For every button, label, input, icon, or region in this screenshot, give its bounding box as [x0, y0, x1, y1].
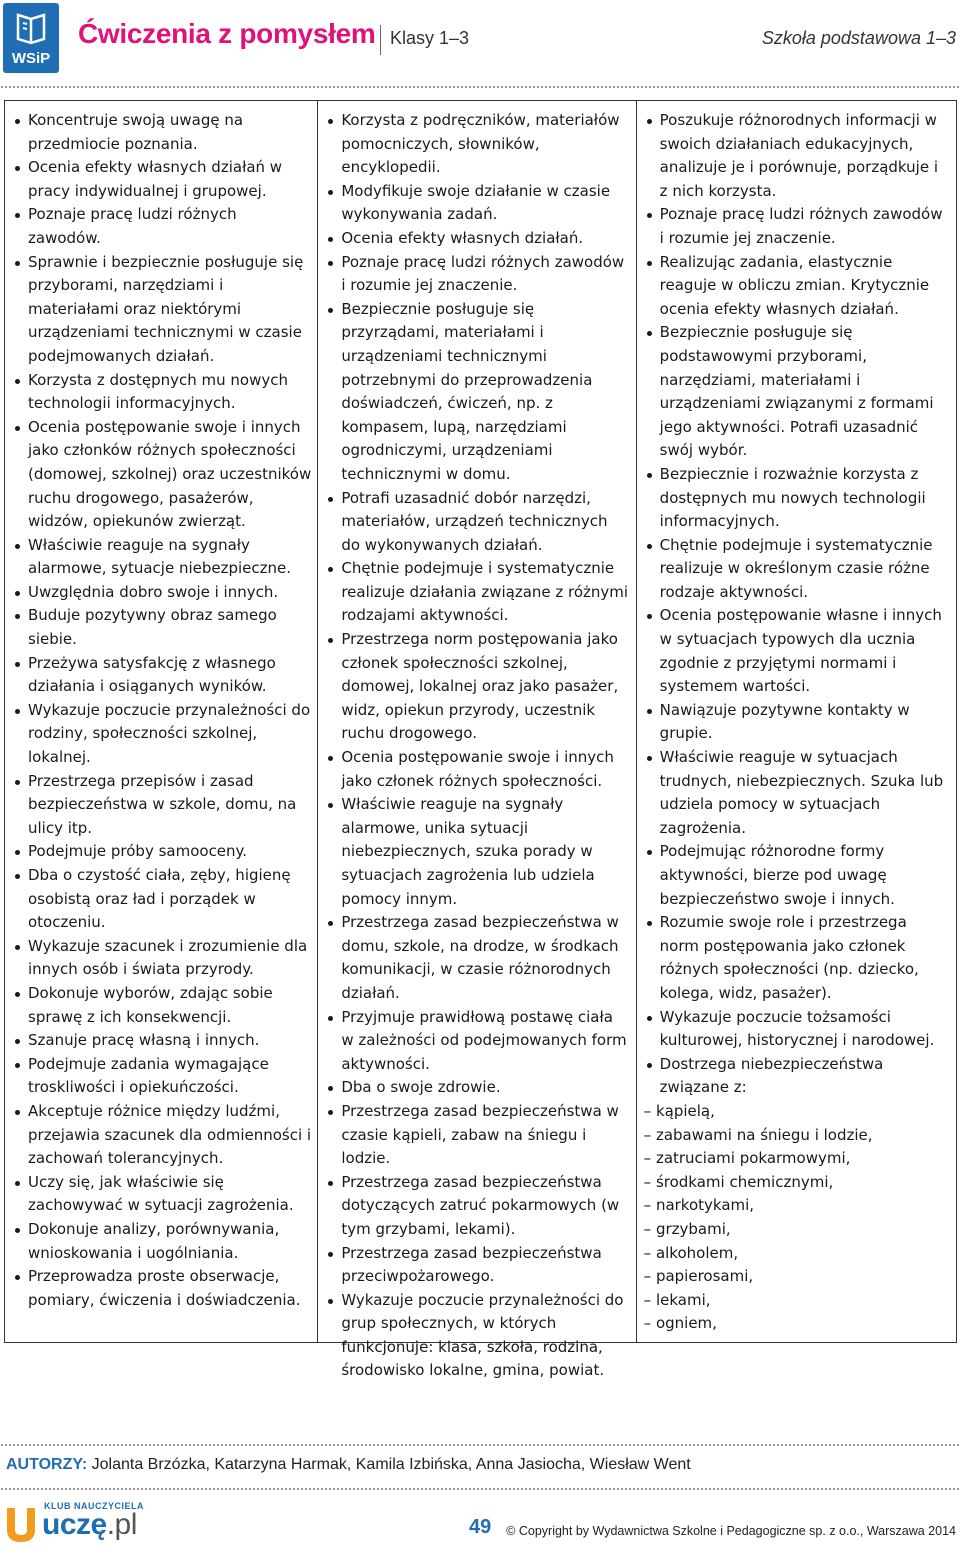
list-item: – lekami, [643, 1290, 711, 1309]
list-item: Dokonuje wyborów, zdając sobie sprawę z ich konsekwencji. [12, 982, 311, 1029]
list-item: Korzysta z podręczników, materiałów pomocniczych, słowników, encyklopedii. [325, 109, 629, 180]
list-item: Przestrzega przepisów i zasad bezpieczeństwa w szkole, domu, na ulicy itp. [12, 770, 311, 841]
list-item: Przestrzega norm postępowania jako członek społeczności szkolnej, domowej, lokalnej oraz jako pasażer, widz, opiekun przyrody, uczestnik ruchu drogowego. [325, 628, 629, 746]
list-item: Przyjmuje prawidłową postawę ciała w zależności od podejmowanych form aktywności. [325, 1006, 629, 1077]
list-item: Wykazuje poczucie tożsamości kulturowej, historycznej i narodowej. [644, 1006, 950, 1053]
column-1 [5, 101, 317, 1342]
list-item: – zabawami na śniegu i lodzie, [643, 1125, 873, 1144]
list-item: Przestrzega zasad bezpieczeństwa w domu, szkole, na drodze, w środkach komunikacji, w czasie różnorodnych działań. [325, 911, 629, 1005]
list-item: Uwzględnia dobro swoje i innych. [12, 581, 311, 605]
list-item: Właściwie reaguje w sytuacjach trudnych, niebezpiecznych. Szuka lub udziela pomocy w sytuacjach zagrożenia. [644, 746, 950, 840]
list-item: Bezpiecznie posługuje się przyrządami, materiałami i urządzeniami technicznymi potrzebnymi do przeprowadzenia doświadczeń, ćwiczeń, np. z kompasem, lupą, narzędziami ogrodniczymi, urządzeniami technicznymi w domu. [325, 298, 629, 487]
list-item: Podejmuje zadania wymagające troskliwości i opiekuńczości. [12, 1053, 311, 1100]
logo-text: WSiP [11, 50, 51, 67]
list-item: Ocenia postępowanie własne i innych w sytuacjach typowych dla ucznia zgodnie z przyjętymi normami i systemem wartości. [644, 604, 950, 698]
skills-table [4, 100, 957, 1380]
skills-list [325, 109, 629, 1383]
header-dotted-divider [0, 85, 960, 89]
list-item: Poznaje pracę ludzi różnych zawodów. [12, 203, 311, 250]
list-item: – grzybami, [643, 1219, 731, 1238]
skills-list [12, 109, 311, 1312]
list-item: – papierosami, [643, 1267, 754, 1286]
authors-names: Jolanta Brzózka, Katarzyna Harmak, Kamila Izbińska, Anna Jasiocha, Wiesław Went [91, 1456, 691, 1473]
list-item: – zatruciami pokarmowymi, [643, 1149, 851, 1168]
list-item: Nawiązuje pozytywne kontakty w grupie. [644, 699, 950, 746]
list-item: – alkoholem, [643, 1243, 739, 1262]
list-item: – ogniem, [643, 1314, 717, 1333]
list-item: Przestrzega zasad bezpieczeństwa w czasie kąpieli, zabaw na śniegu i lodzie. [325, 1100, 629, 1171]
list-item: Wykazuje poczucie przynależności do grup społecznych, w których funkcjonuje: klasa, szkoła, rodzina, środowisko lokalne, gmina, powiat. [325, 1289, 629, 1383]
list-item: Poznaje pracę ludzi różnych zawodów i rozumie jej znaczenie. [325, 251, 629, 298]
list-item: Przeprowadza proste obserwacje, pomiary, ćwiczenia i doświadczenia. [12, 1265, 311, 1312]
list-item: Podejmuje próby samooceny. [12, 840, 311, 864]
list-item: Ocenia postępowanie swoje i innych jako członków różnych społeczności (domowej, szkolnej) oraz uczestników ruchu drogowego, pasażerów, widzów, opiekunów zwierząt. [12, 416, 311, 534]
brand-main: uczę [42, 1508, 107, 1541]
list-item: Potrafi uzasadnić dobór narzędzi, materiałów, urządzeń technicznych do wykonywanych działań. [325, 487, 629, 558]
skills-list [644, 109, 950, 1336]
list-item: Przeżywa satysfakcję z własnego działania i osiąganych wyników. [12, 652, 311, 699]
list-item: Ocenia efekty własnych działań w pracy indywidualnej i grupowej. [12, 156, 311, 203]
footer-dotted-divider-2 [0, 1487, 960, 1491]
list-item: Szanuje pracę własną i innych. [12, 1029, 311, 1053]
brand-suffix: .pl [106, 1508, 137, 1541]
list-item: – kąpielą, [643, 1101, 715, 1120]
grade-subtitle: Klasy 1–3 [390, 28, 470, 48]
list-item: Buduje pozytywny obraz samego siebie. [12, 604, 311, 651]
list-item: Chętnie podejmuje i systematycznie realizuje w określonym czasie różne rodzaje aktywności. [644, 534, 950, 605]
brand-name [42, 1508, 137, 1542]
list-item: Właściwie reaguje na sygnały alarmowe, unika sytuacji niebezpiecznych, szuka porady w sytuacjach zagrożenia lub udziela pomocy innym. [325, 793, 629, 911]
list-item: Chętnie podejmuje i systematycznie realizuje działania związane z różnymi rodzajami aktywności. [325, 557, 629, 628]
klub-label: KLUB NAUCZYCIELA [44, 1501, 144, 1511]
u-logo-icon [4, 1504, 38, 1544]
title-divider [380, 25, 381, 55]
page-header [0, 0, 960, 82]
list-item: Przestrzega zasad bezpieczeństwa przeciwpożarowego. [325, 1242, 629, 1289]
list-item: Bezpiecznie i rozważnie korzysta z dostępnych mu nowych technologii informacyjnych. [644, 463, 950, 534]
list-item: Przestrzega zasad bezpieczeństwa dotyczących zatruć pokarmowych (w tym grzybami, lekami). [325, 1171, 629, 1242]
footer-dotted-divider [0, 1443, 960, 1447]
authors-line [6, 1456, 691, 1474]
list-item: Modyfikuje swoje działanie w czasie wykonywania zadań. [325, 180, 629, 227]
school-level: Szkoła podstawowa 1–3 [761, 28, 956, 48]
list-item: Właściwie reaguje na sygnały alarmowe, sytuacje niebezpieczne. [12, 534, 311, 581]
list-item: Korzysta z dostępnych mu nowych technologii informacyjnych. [12, 369, 311, 416]
list-item: Koncentruje swoją uwagę na przedmiocie poznania. [12, 109, 311, 156]
list-item: Dostrzega niebezpieczeństwa związane z: [644, 1053, 950, 1100]
list-item: Sprawnie i bezpiecznie posługuje się przyborami, narzędziami i materiałami oraz niektórymi urządzeniami technicznymi w czasie podejmowanych działań. [12, 251, 311, 369]
list-item: Wykazuje poczucie przynależności do rodziny, społeczności szkolnej, lokalnej. [12, 699, 311, 770]
list-item: Ocenia efekty własnych działań. [325, 227, 629, 251]
list-item: Dba o czystość ciała, zęby, higienę osobistą oraz ład i porządek w otoczeniu. [12, 864, 311, 935]
copyright-notice: © Copyright by Wydawnictwa Szkolne i Pedagogiczne sp. z o.o., Warszawa 2014 [506, 1524, 956, 1538]
page-title: Ćwiczenia z pomysłem [78, 18, 376, 49]
list-item: Poszukuje różnorodnych informacji w swoich działaniach edukacyjnych, analizuje je i porównuje, porządkuje i z nich korzysta. [644, 109, 950, 203]
column-2 [317, 101, 635, 1380]
list-item: – narkotykami, [643, 1196, 755, 1215]
list-item: Ocenia postępowanie swoje i innych jako członek różnych społeczności. [325, 746, 629, 793]
book-icon [15, 11, 47, 45]
list-item: Uczy się, jak właściwie się zachowywać w sytuacji zagrożenia. [12, 1171, 311, 1218]
authors-label: AUTORZY: [6, 1456, 88, 1473]
list-item: Realizując zadania, elastycznie reaguje w obliczu zmian. Krytycznie ocenia efekty własnych działań. [644, 251, 950, 322]
list-item: Poznaje pracę ludzi różnych zawodów i rozumie jej znaczenie. [644, 203, 950, 250]
column-3 [636, 101, 956, 1342]
list-item: Rozumie swoje role i przestrzega norm postępowania jako członek różnych społeczności (np. dziecko, kolega, widz, pasażer). [644, 911, 950, 1005]
wsip-logo [3, 3, 59, 73]
list-item: Wykazuje szacunek i zrozumienie dla innych osób i świata przyrody. [12, 935, 311, 982]
page-number: 49 [469, 1516, 492, 1538]
list-item: Dokonuje analizy, porównywania, wnioskowania i uogólniania. [12, 1218, 311, 1265]
list-item: Dba o swoje zdrowie. [325, 1076, 629, 1100]
list-item: Podejmując różnorodne formy aktywności, bierze pod uwagę bezpieczeństwo swoje i innych. [644, 840, 950, 911]
list-item: Bezpiecznie posługuje się podstawowymi przyborami, narzędziami, materiałami i urządzeniami związanymi z formami jego aktywności. Potrafi uzasadnić swój wybór. [644, 321, 950, 463]
list-item: Akceptuje różnice między ludźmi, przejawia szacunek dla odmienności i zachowań tolerancyjnych. [12, 1100, 311, 1171]
list-item: – środkami chemicznymi, [643, 1172, 834, 1191]
ucze-pl-logo [4, 1500, 154, 1546]
